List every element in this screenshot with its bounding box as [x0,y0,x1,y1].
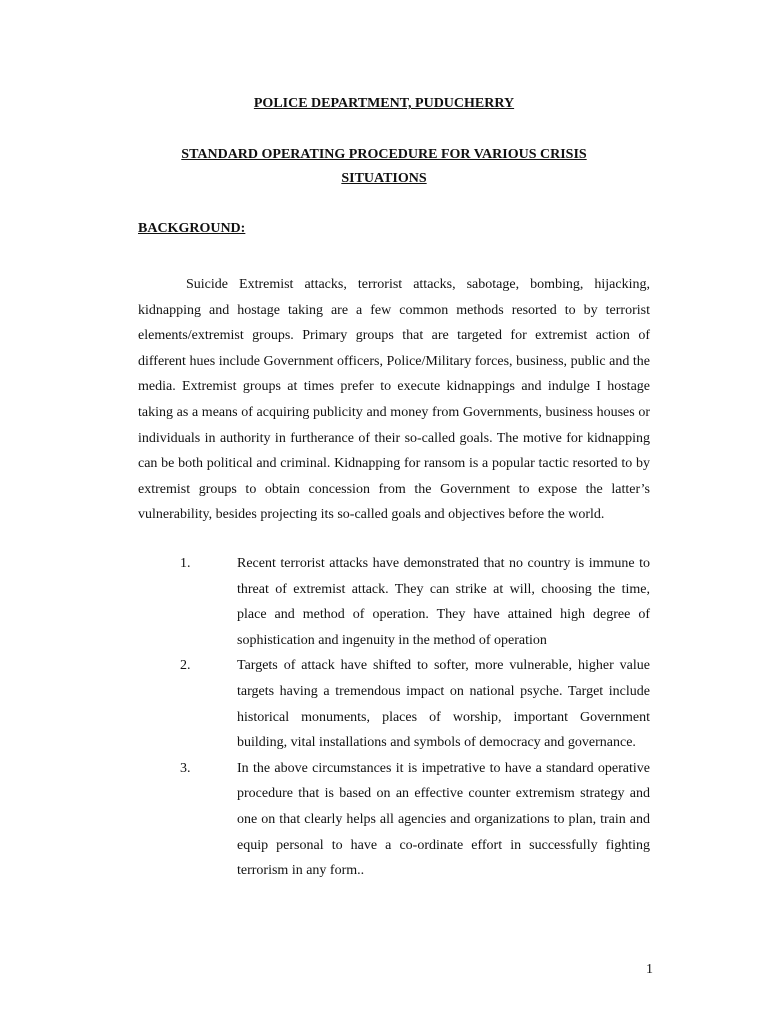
document-title-line-1: STANDARD OPERATING PROCEDURE FOR VARIOUS CRISIS [181,147,587,162]
list-item-number: 2. [180,658,191,674]
list-item-text: In the above circumstances it is impetrative to have a standard operative procedure that is based on an effective counter extremism strategy and one on that clearly helps all agencies and organizations to plan, train and equip personal to have a co-ordinate effort in successfully fighting terrorism in any form.. [237,760,650,879]
list-item [0,756,768,884]
list-item-text: Recent terrorist attacks have demonstrated that no country is immune to threat of extremist attack. They can strike at will, choosing the time, place and method of operation. They have attained high degree of sophistication and ingenuity in the method of operation [237,556,650,648]
list-item [0,653,768,755]
numbered-list [0,551,768,884]
intro-paragraph: Suicide Extremist attacks, terrorist attacks, sabotage, bombing, hijacking, kidnapping and hostage taking are a few common methods resorted to by terrorist elements/extremist groups. Primary groups that are targeted for extremist action of different hues include Government officers, Police/Military forces, business, public and the media. Extremist groups at times prefer to execute kidnappings and indulge I hostage taking as a means of acquiring publicity and money from Governments, business houses or individuals in authority in furtherance of their so-called goals. The motive for kidnapping can be both political and criminal. Kidnapping for ransom is a popular tactic resorted to by extremist groups to obtain concession from the Government to expose the latter’s vulnerability, besides projecting its so-called goals and objectives before the world. [138,277,650,523]
list-item-number: 1. [180,556,191,571]
section-heading: BACKGROUND: [138,221,246,236]
document-title-line-2: SITUATIONS [341,171,427,186]
department-heading: POLICE DEPARTMENT, PUDUCHERRY [253,96,515,111]
list-item-number: 3. [180,760,191,776]
page-number: 1 [646,962,653,977]
list-item-text: Targets of attack have shifted to softer, more vulnerable, higher value targets having a tremendous impact on national psyche. Target include historical monuments, places of worship, important Government building, vital installations and symbols of democracy and governance. [237,658,650,751]
list-item [0,551,768,653]
